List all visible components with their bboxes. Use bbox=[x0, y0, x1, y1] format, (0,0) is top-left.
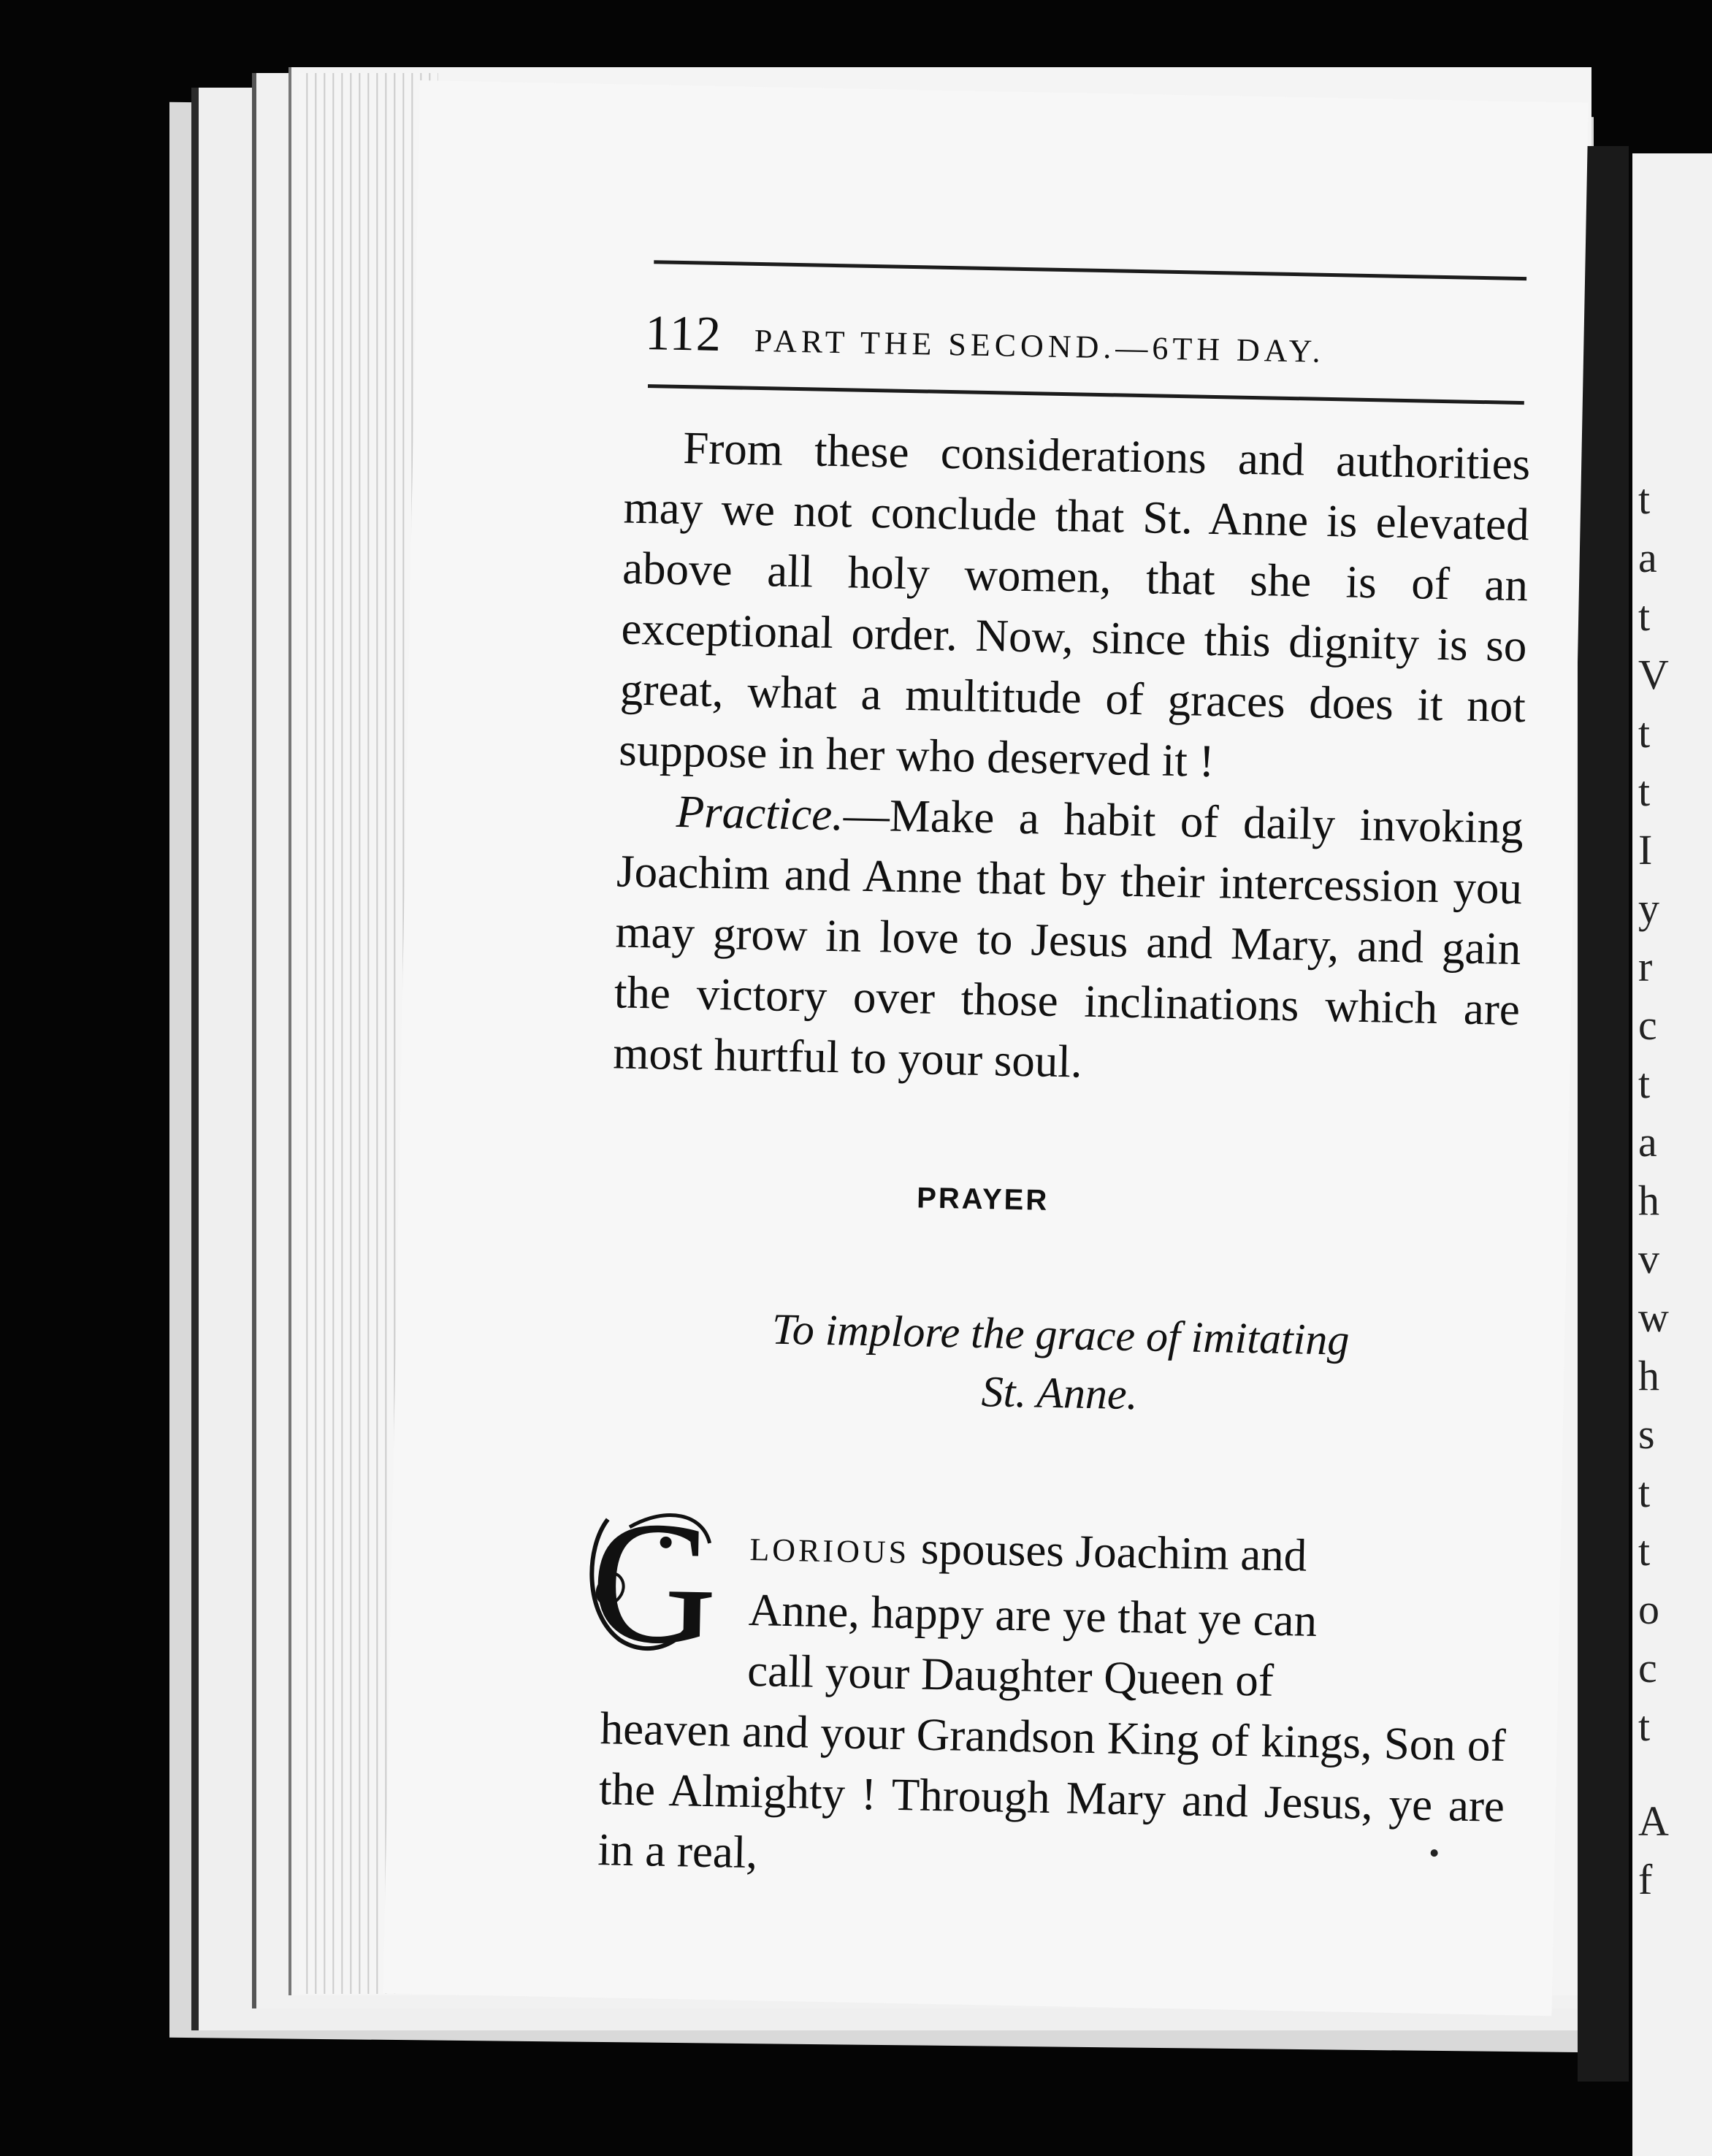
facing-page-letter: c bbox=[1638, 1644, 1657, 1691]
page-number: 112 bbox=[644, 304, 723, 362]
facing-page-letter: t bbox=[1638, 709, 1651, 757]
facing-page-letter: I bbox=[1638, 826, 1653, 874]
facing-page-letter: t bbox=[1638, 1060, 1651, 1107]
prayer-subtitle-line: St. Anne. bbox=[981, 1367, 1139, 1419]
facing-page-letter: r bbox=[1638, 943, 1653, 990]
facing-page-letter: c bbox=[1638, 1001, 1657, 1049]
facing-page-letter: f bbox=[1638, 1856, 1653, 1903]
drop-cap-initial: G bbox=[589, 1483, 719, 1681]
book-gutter bbox=[1578, 146, 1629, 2082]
header-top-rule bbox=[654, 260, 1526, 280]
facing-page-letter: v bbox=[1638, 1235, 1659, 1282]
prayer-continuation: heaven and your Grandson King of kings, Son of the Almighty ! Through Mary and Jesus, ye are in a real, bbox=[597, 1702, 1507, 1878]
facing-page-letter: a bbox=[1638, 1118, 1657, 1166]
prayer-text bbox=[597, 1512, 1510, 1897]
facing-page-letter: t bbox=[1638, 1702, 1651, 1750]
prayer-heading: PRAYER bbox=[916, 1182, 1050, 1217]
facing-page-letter: t bbox=[1638, 768, 1651, 815]
facing-page-letter: a bbox=[1638, 534, 1657, 581]
header-bottom-rule bbox=[648, 384, 1524, 405]
facing-page-letter: A bbox=[1638, 1797, 1669, 1845]
practice-label: Practice. bbox=[676, 785, 844, 841]
prayer-subtitle-line: To implore the grace of imitating bbox=[771, 1304, 1350, 1364]
main-text bbox=[613, 416, 1531, 1101]
practice-text: —Make a habit of daily invoking Joachim and Anne that by their intercession you may grow in love to Jesus and Mary, and gain the victory over those inclinations which are most hurtful to your soul. bbox=[612, 789, 1524, 1087]
prayer-smallcaps: LORIOUS bbox=[749, 1532, 910, 1571]
facing-page-letter: o bbox=[1638, 1586, 1659, 1633]
prayer-line: Anne, happy are ye that ye can bbox=[748, 1584, 1318, 1646]
facing-page-letter: t bbox=[1638, 592, 1651, 640]
facing-page-letter: s bbox=[1638, 1410, 1655, 1458]
facing-page-letter: y bbox=[1638, 884, 1659, 932]
facing-page-letter: w bbox=[1638, 1293, 1669, 1341]
prayer-line-text: spouses Joachim and bbox=[909, 1522, 1307, 1581]
facing-page-letter: t bbox=[1638, 1527, 1651, 1575]
facing-page-edge bbox=[1632, 153, 1712, 2156]
running-head: PART THE SECOND.—6TH DAY. bbox=[754, 322, 1326, 370]
facing-page-letter: t bbox=[1638, 1469, 1651, 1516]
facing-page-letter: h bbox=[1638, 1352, 1659, 1399]
paragraph-practice bbox=[613, 780, 1524, 1101]
prayer-line: call your Daughter Queen of bbox=[746, 1645, 1275, 1706]
facing-page-letter: V bbox=[1638, 651, 1669, 698]
book-page bbox=[383, 80, 1589, 2016]
paragraph-considerations: From these considerations and authorities may we not conclude that St. Anne is elevated above all holy women, that she is of an exceptional order. Now, since this dignity is so great, what a multitude of graces does it not suppose in her who deserved it ! bbox=[618, 422, 1531, 787]
prayer-subtitle bbox=[606, 1296, 1514, 1431]
facing-page-letter: t bbox=[1638, 475, 1651, 523]
facing-page-letter: h bbox=[1638, 1177, 1659, 1224]
page-header bbox=[645, 304, 1544, 380]
